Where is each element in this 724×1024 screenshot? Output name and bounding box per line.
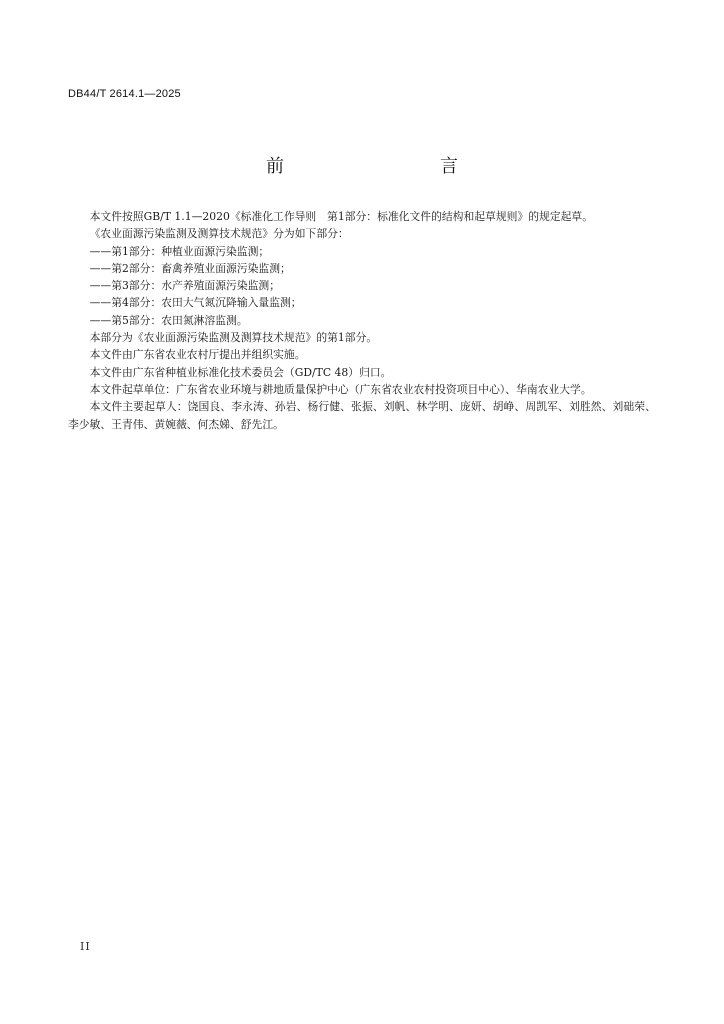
list-item-part-3: ——第3部分：水产养殖面源污染监测； [89, 279, 281, 293]
paragraph-drafters: 本文件主要起草人：饶国良、李永涛、孙岩、杨行健、张振、刘帆、林学明、庞妍、胡峥、周凯军、刘胜然、刘础荣、李少敏、王青伟、黄婉薇、何杰娣、舒先江。 [68, 400, 656, 431]
list-item-part-4: ——第4部分：农田大气氮沉降输入量监测； [89, 296, 302, 310]
paragraph-proposer: 本文件由广东省农业农村厅提出并组织实施。 [89, 348, 306, 362]
standard-code-header: DB44/T 2614.1—2025 [68, 88, 181, 100]
list-item-part-2: ——第2部分：畜禽养殖业面源污染监测； [89, 261, 291, 275]
paragraph-drafting-basis: 本文件按照GB/T 1.1—2020《标准化工作导则 第1部分：标准化文件的结构和起草规则》的规定起草。 [89, 210, 594, 223]
foreword-body [68, 208, 656, 433]
page-title: 前 言 [266, 156, 498, 177]
paragraph-this-part: 本部分为《农业面源污染监测及测算技术规范》的第1部分。 [89, 331, 378, 345]
paragraph-committee: 本文件由广东省种植业标准化技术委员会（GD/TC 48）归口。 [89, 365, 392, 379]
list-item-part-1: ——第1部分：种植业面源污染监测； [89, 244, 270, 258]
page-number: II [80, 940, 91, 953]
paragraph-parts-intro: 《农业面源污染监测及测算技术规范》分为如下部分： [89, 227, 349, 241]
list-item-part-5: ——第5部分：农田氮淋溶监测。 [89, 313, 248, 327]
paragraph-drafting-units: 本文件起草单位：广东省农业环境与耕地质量保护中心（广东省农业农村投资项目中心）、华南农业大学。 [89, 382, 592, 396]
